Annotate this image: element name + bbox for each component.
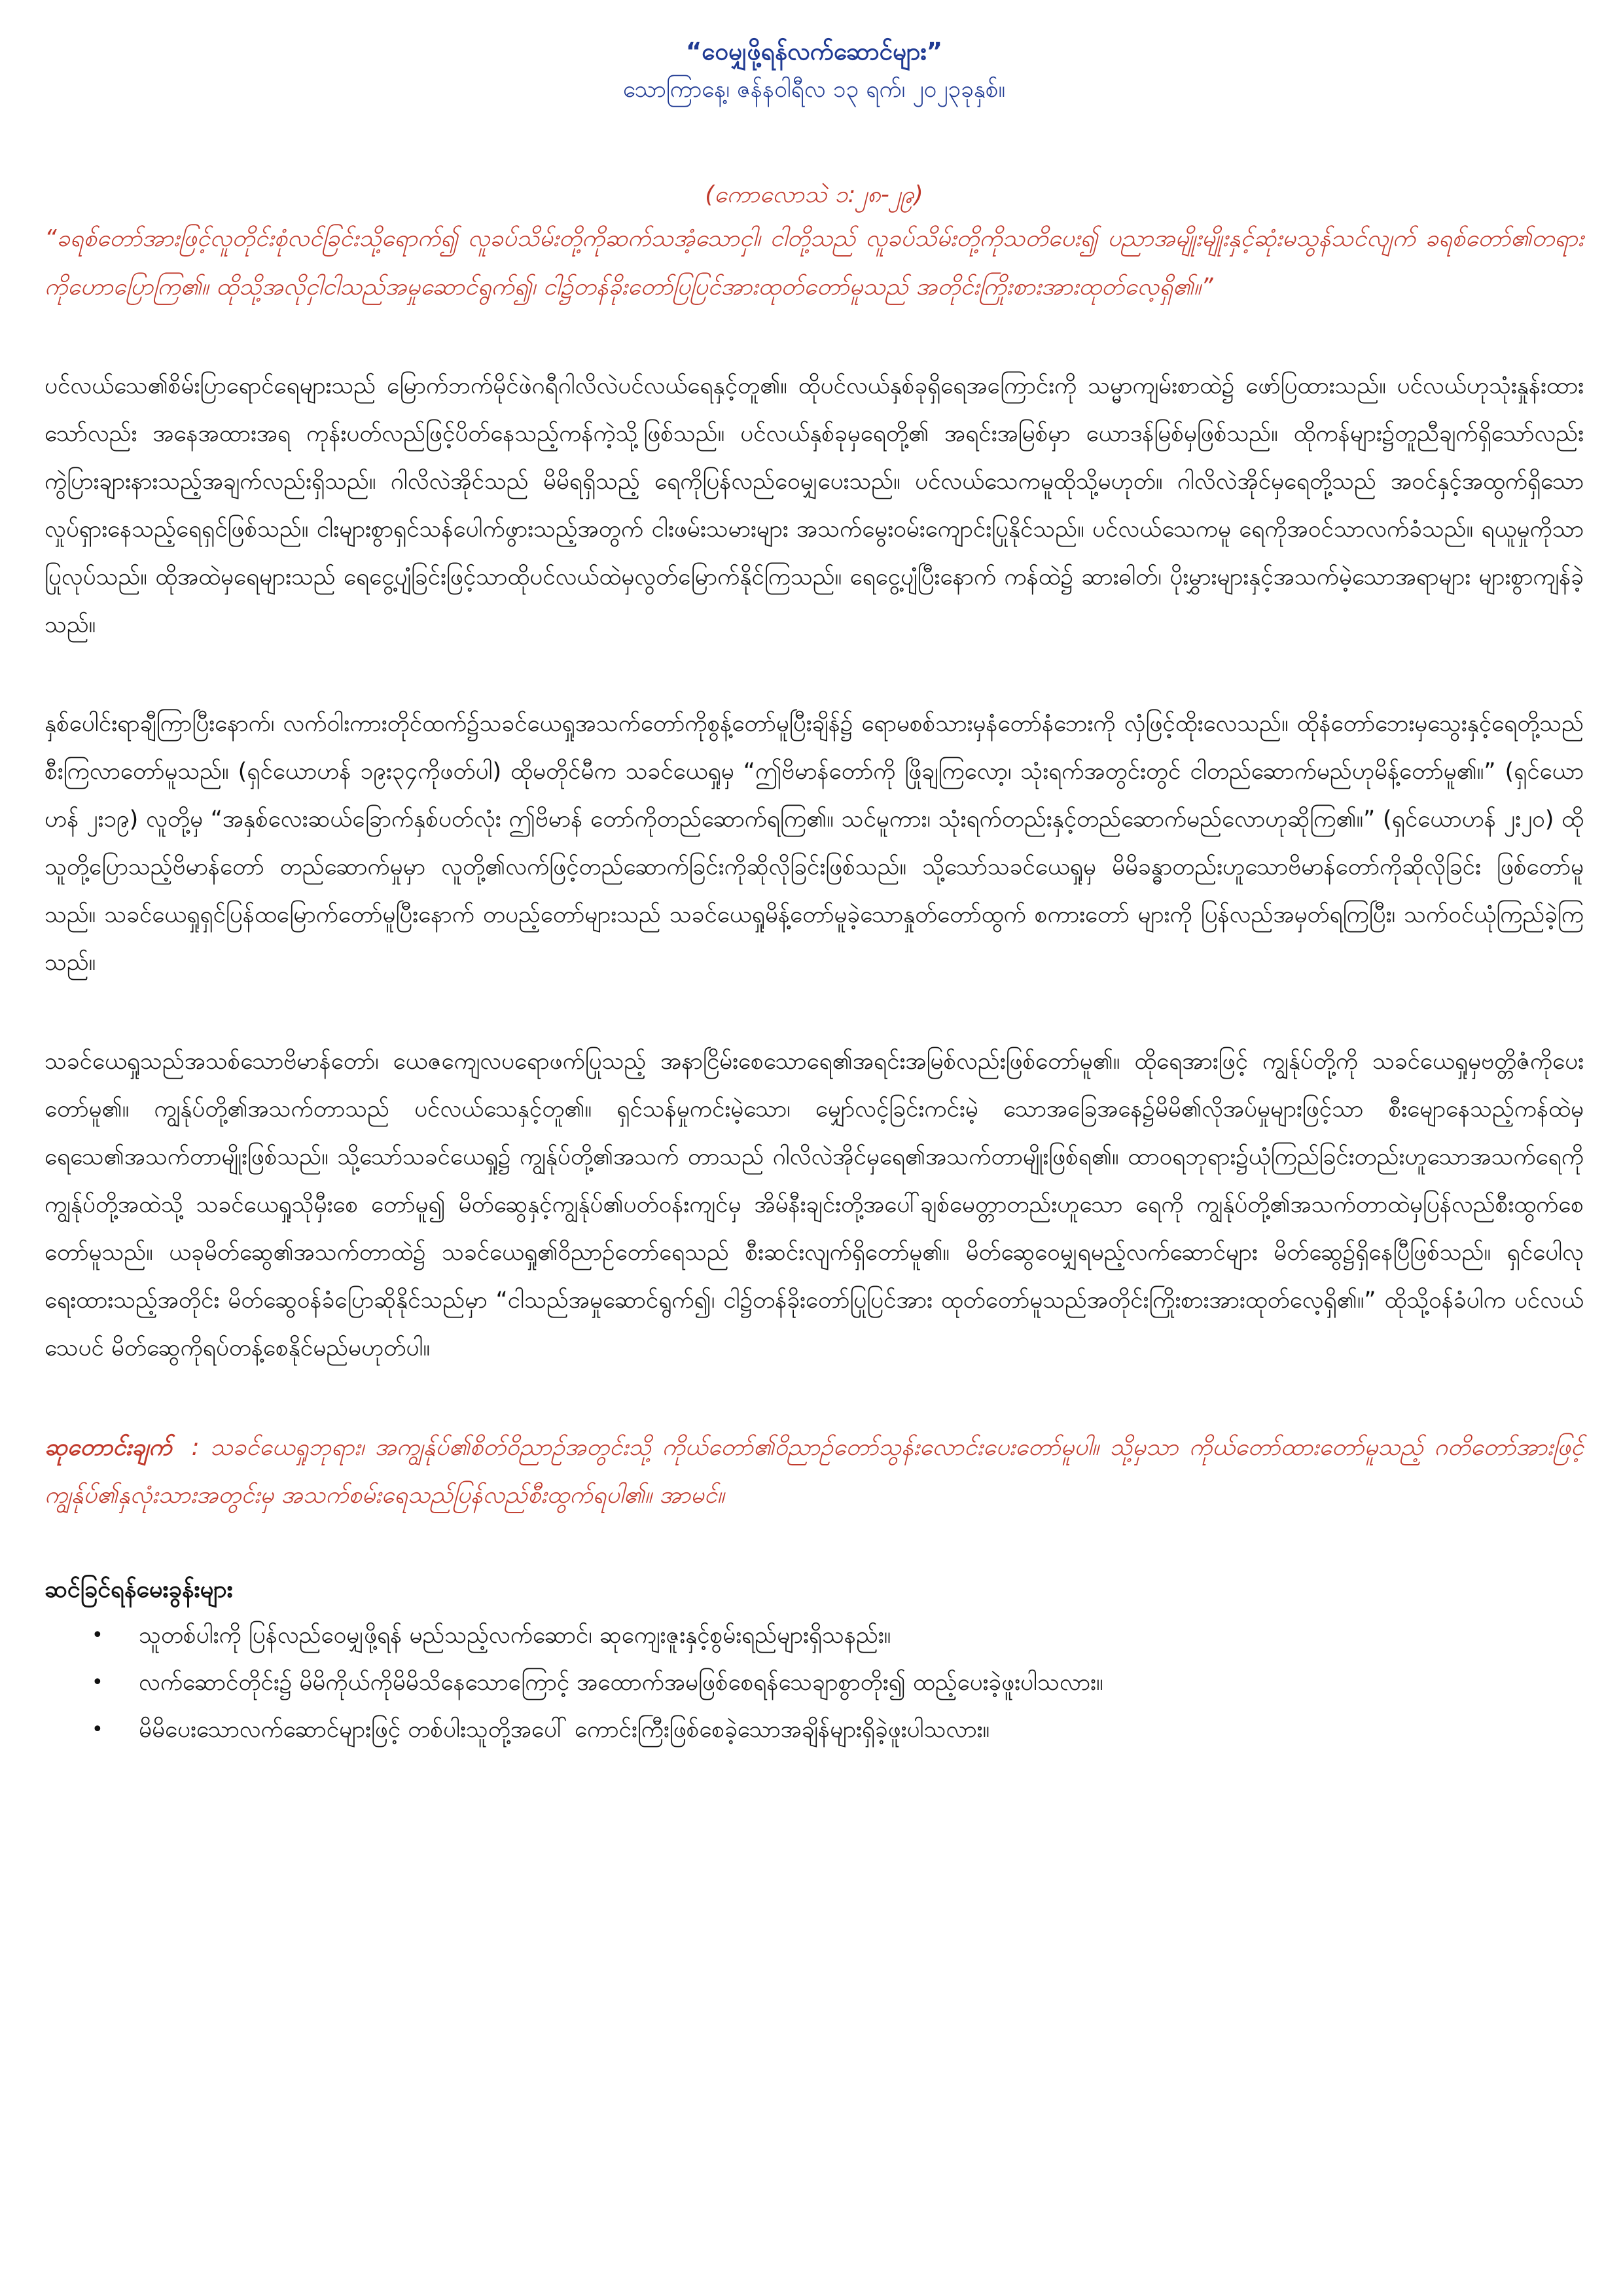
date-line: သောကြာနေ့၊ ဇန်နဝါရီလ ၁၃ ရက်၊ ၂၀၂၃ခုနှစ်။	[622, 77, 1006, 103]
scripture-quote: “ခရစ်တော်အားဖြင့်လူတိုင်းစုံလင်ခြင်းသို့ရောက်၍ လူခပ်သိမ်းတို့ကိုဆက်သအံ့သောငှါ၊ ငါတို့သည် လူခပ်သိမ်းတို့ကိုသတိပေး၍ ပညာအမျိုးမျိုးနှင့်ဆုံးမသွန်သင်လျက် ခရစ်တော်၏တရားကိုဟောပြောကြ၏။ ထိုသို့အလိုငှါငါသည်အမှုဆောင်ရွက်၍၊ ငါ၌တန်ခိုးတော်ပြပြင်အားထုတ်တော်မူသည် အတိုင်းကြိုးစားအားထုတ်လေ့ရှိ၏။”	[45, 225, 1584, 300]
scripture-reference: (ကောလောသဲ ၁:၂၈-၂၉)	[705, 181, 923, 208]
questions-heading: ဆင်ခြင်ရန်မေးခွန်းများ	[45, 1576, 233, 1603]
prayer-block	[45, 1424, 1584, 1519]
body-paragraph-1: ပင်လယ်သေ၏စိမ်းပြာရောင်ရေများသည် မြောက်ဘက်မိုင်ဖဲဂရီဂါလိလဲပင်လယ်ရေနှင့်တူ၏။ ထိုပင်လယ်နှစ်ခုရှိရေအကြောင်းကို သမ္မာကျမ်းစာထဲ၌ ဖော်ပြထားသည်။ ပင်လယ်ဟုသုံးနှုန်းထားသော်လည်း အနေအထားအရ ကုန်းပတ်လည်ဖြင့်ပိတ်နေသည့်ကန်ကဲ့သို့ဖြစ်သည်။ ပင်လယ်နှစ်ခုမှရေတို့၏ အရင်းအမြစ်မှာ ယောဒန်မြစ်မှဖြစ်သည်။ ထိုကန်များ၌တူညီချက်ရှိသော်လည်း ကွဲပြားချားနားသည့်အချက်လည်းရှိသည်။ ဂါလိလဲအိုင်သည် မိမိရရှိသည့် ရေကိုပြန်လည်ဝေမျှပေးသည်။ ပင်လယ်သေကမူထိုသို့မဟုတ်။ ဂါလိလဲအိုင်မှရေတို့သည် အဝင်နှင့်အထွက်ရှိသောလှုပ်ရှားနေသည့်ရေရှင်ဖြစ်သည်။ ငါးများစွာရှင်သန်ပေါက်ဖွားသည့်အတွက် ငါးဖမ်းသမားများ အသက်မွေးဝမ်းကျောင်းပြုနိုင်သည်။ ပင်လယ်သေကမူ ရေကိုအဝင်သာလက်ခံသည်။ ရယူမှုကိုသာပြုလုပ်သည်။ ထိုအထဲမှရေများသည် ရေငွေ့ပျံခြင်းဖြင့်သာထိုပင်လယ်ထဲမှလွတ်မြောက်နိုင်ကြသည်။ ရေငွေ့ပျံပြီးနောက် ကန်ထဲ၌ ဆားဓါတ်၊ ပိုးမွှားများနှင့်အသက်မဲ့သောအရာများ များစွာကျန်ခဲ့သည်။	[45, 373, 1584, 638]
body-paragraph-2: နှစ်ပေါင်းရာချီကြာပြီးနောက်၊ လက်ဝါးကားတိုင်ထက်၌သခင်ယေရှုအသက်တော်ကိုစွန့်တော်မူပြီးချိန်၌ ရောမစစ်သားမှနံတော်နံဘေးကို လှံဖြင့်ထိုးလေသည်။ ထိုနံတော်ဘေးမှသွေးနှင့်ရေတို့သည်စီးကြလာတော်မူသည်။ (ရှင်ယောဟန် ၁၉း၃၄ကိုဖတ်ပါ) ထိုမတိုင်မီက သခင်ယေရှုမှ “ဤဗိမာန်တော်ကို ဖြိုချကြလော့၊ သုံးရက်အတွင်းတွင် ငါတည်ဆောက်မည်ဟုမိန့်တော်မူ၏။” (ရှင်ယောဟန် ၂း၁၉) လူတို့မှ “အနှစ်လေးဆယ်ခြောက်နှစ်ပတ်လုံး ဤဗိမာန် တော်ကိုတည်ဆောက်ရကြ၏။ သင်မူကား၊ သုံးရက်တည်းနှင့်တည်ဆောက်မည်လောဟုဆိုကြ၏။” (ရှင်ယောဟန် ၂း၂၀) ထိုသူတို့ပြောသည့်ဗိမာန်တော် တည်ဆောက်မှုမှာ လူတို့၏လက်ဖြင့်တည်ဆောက်ခြင်းကိုဆိုလိုခြင်းဖြစ်သည်။ သို့သော်သခင်ယေရှုမှ မိမိခန္ဓာတည်းဟူသောဗိမာန်တော်ကိုဆိုလိုခြင်း ဖြစ်တော်မူသည်။ သခင်ယေရှုရှင်ပြန်ထမြောက်တော်မူပြီးနောက် တပည့်တော်များသည် သခင်ယေရှုမိန့်တော်မူခဲ့သောနှုတ်တော်ထွက် စကားတော် များကို ပြန်လည်အမှတ်ရကြပြီး၊ သက်ဝင်ယုံကြည်ခဲ့ကြသည်။	[45, 711, 1584, 976]
question-text: မိမိပေးသောလက်ဆောင်များဖြင့် တစ်ပါးသူတို့အပေါ် ကောင်းကြီးဖြစ်စေခဲ့သောအချိန်များရှိခဲ့ဖူးပါသလား။	[139, 1717, 990, 1743]
bullet-icon: •	[92, 1671, 103, 1694]
prayer-label: ဆုတောင်းချက်	[45, 1434, 172, 1461]
question-text: လက်ဆောင်တိုင်း၌ မိမိကိုယ်ကိုမိမိသိနေသောကြောင့် အထောက်အမဖြစ်စေရန်သေချာစွာတိုး၍ ထည့်ပေးခဲ့ဖူးပါသလား။	[139, 1670, 1103, 1696]
list-item	[92, 1706, 1584, 1753]
question-text: သူတစ်ပါးကို ပြန်လည်ဝေမျှဖို့ရန် မည်သည့်လက်ဆောင်၊ ဆုကျေးဇူးနှင့်စွမ်းရည်များရှိသနည်း။	[139, 1623, 891, 1649]
list-item	[92, 1612, 1584, 1659]
prayer-text: : သခင်ယေရှုဘုရား၊ အကျွန်ုပ်၏စိတ်ဝိညာဉ်အတွင်းသို့ ကိုယ်တော်၏ဝိညာဉ်တော်သွန်းလောင်းပေးတော်မူပါ။ သို့မှသာ ကိုယ်တော်ထားတော်မူသည့် ဂတိတော်အားဖြင့် ကျွန်ုပ်၏နှလုံးသားအတွင်းမှ အသက်စမ်းရေသည်ပြန်လည်စီးထွက်ရပါ၏။ အာမင်။	[45, 1434, 1584, 1509]
bullet-icon: •	[92, 1718, 103, 1741]
bullet-icon: •	[92, 1624, 103, 1647]
list-item	[92, 1659, 1584, 1706]
page-title: “ဝေမျှဖို့ရန်လက်ဆောင်များ”	[685, 37, 943, 65]
questions-list	[45, 1612, 1584, 1753]
body-paragraph-3: သခင်ယေရှုသည်အသစ်သောဗိမာန်တော်၊ ယေဇကျေလပရောဖက်ပြုသည့် အနာငြိမ်းစေသောရေ၏အရင်းအမြစ်လည်းဖြစ်တော်မူ၏။ ထိုရေအားဖြင့် ကျွန်ုပ်တို့ကို သခင်ယေရှုမှဗတ္တိဇံကိုပေးတော်မူ၏။ ကျွန်ုပ်တို့၏အသက်တာသည် ပင်လယ်သေနှင့်တူ၏။ ရှင်သန်မှုကင်းမဲ့သော၊ မျှော်လင့်ခြင်းကင်းမဲ့ သောအခြေအနေ၌မိမိ၏လိုအပ်မှုများဖြင့်သာ စီးမျောနေသည့်ကန်ထဲမှရေသေ၏အသက်တာမျိုးဖြစ်သည်။ သို့သော်သခင်ယေရှု၌ ကျွန်ုပ်တို့၏အသက် တာသည် ဂါလိလဲအိုင်မှရေ၏အသက်တာမျိုးဖြစ်ရ၏။ ထာဝရဘုရား၌ယုံကြည်ခြင်းတည်းဟူသောအသက်ရေကို ကျွန်ုပ်တို့အထဲသို့ သခင်ယေရှုသိုမှီးစေ တော်မူ၍ မိတ်ဆွေနှင့်ကျွန်ုပ်၏ပတ်ဝန်းကျင်မှ အိမ်နီးချင်းတို့အပေါ်ချစ်မေတ္တာတည်းဟူသော ရေကို ကျွန်ုပ်တို့၏အသက်တာထဲမှပြန်လည်စီးထွက်စေ တော်မူသည်။ ယခုမိတ်ဆွေ၏အသက်တာထဲ၌ သခင်ယေရှု၏ဝိညာဉ်တော်ရေသည် စီးဆင်းလျက်ရှိတော်မူ၏။ မိတ်ဆွေဝေမျှရမည့်လက်ဆောင်များ မိတ်ဆွေ၌ရှိနေပြီဖြစ်သည်။ ရှင်ပေါလုရေးထားသည့်အတိုင်း မိတ်ဆွေဝန်ခံပြောဆိုနိုင်သည်မှာ “ငါသည်အမှုဆောင်ရွက်၍၊ ငါ၌တန်ခိုးတော်ပြုပြင်အား ထုတ်တော်မူသည်အတိုင်းကြိုးစားအားထုတ်လေ့ရှိ၏။” ထိုသို့ဝန်ခံပါက ပင်လယ်သေပင် မိတ်ဆွေကိုရပ်တန့်စေနိုင်မည်မဟုတ်ပါ။	[45, 1049, 1584, 1361]
